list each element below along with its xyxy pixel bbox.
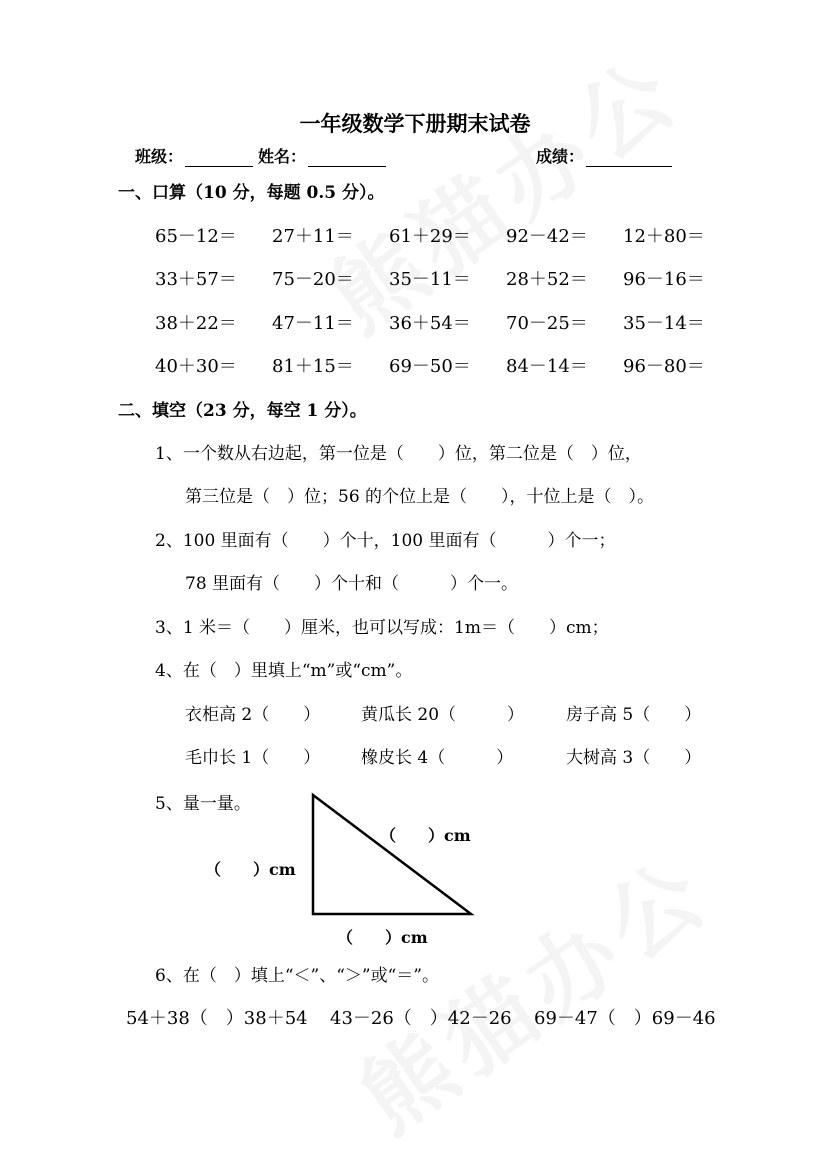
q4-item: 衣柜高 2（ ）	[185, 705, 321, 725]
calc-item: 84－14＝	[506, 356, 588, 377]
calc-item: 96－16＝	[623, 269, 705, 290]
calc-item: 69－50＝	[389, 356, 471, 377]
calc-item: 35－14＝	[623, 313, 705, 334]
hypotenuse-label: （ ）cm	[380, 826, 471, 845]
calc-item: 33＋57＝	[155, 269, 237, 290]
q4-item: 大树高 3（ ）	[566, 748, 702, 768]
bottom-side-label: （ ）cm	[337, 928, 428, 947]
score-label: 成绩：	[536, 147, 585, 166]
q4-item: 毛巾长 1（ ）	[185, 748, 321, 768]
compare-item: 69－47（ ）69－46	[534, 1008, 716, 1029]
calc-item: 47－11＝	[272, 313, 354, 334]
compare-item: 54＋38（ ）38＋54	[126, 1008, 308, 1029]
name-label: 姓名：	[258, 147, 307, 166]
q4-intro: 4、在（ ）里填上“m”或“cm”。	[155, 661, 413, 681]
q3: 3、1 米＝（ ）厘米，也可以写成：1m＝（ ）cm；	[155, 618, 609, 638]
calc-item: 36＋54＝	[389, 313, 471, 334]
q6-intro: 6、在（ ）填上“＜”、“＞”或“＝”。	[155, 966, 439, 986]
q1-line1: 1、一个数从右边起，第一位是（ ）位，第二位是（ ）位，	[155, 444, 642, 464]
section2-heading: 二、填空（23 分，每空 1 分）。	[118, 401, 367, 421]
calc-item: 35－11＝	[389, 269, 471, 290]
calc-item: 27＋11＝	[272, 226, 354, 247]
right-triangle	[313, 795, 471, 914]
calc-item: 65－12＝	[155, 226, 237, 247]
section1-heading: 一、口算（10 分，每题 0.5 分）。	[118, 183, 385, 203]
calc-item: 92－42＝	[506, 226, 588, 247]
vertical-side-label: （ ）cm	[205, 860, 296, 879]
q2-line2: 78 里面有（ ）个十和（ ）个一。	[185, 574, 519, 594]
q4-item: 房子高 5（ ）	[566, 705, 702, 725]
q5-intro: 5、量一量。	[155, 794, 251, 814]
class-label: 班级：	[135, 147, 184, 166]
calc-item: 28＋52＝	[506, 269, 588, 290]
compare-item: 43－26（ ）42－26	[330, 1008, 512, 1029]
calc-item: 75－20＝	[272, 269, 354, 290]
q4-item: 橡皮长 4（ ）	[361, 748, 514, 768]
q1-line2: 第三位是（ ）位；56 的个位上是（ ），十位上是（ ）。	[185, 487, 655, 507]
calc-item: 96－80＝	[623, 356, 705, 377]
calc-item: 61＋29＝	[389, 226, 471, 247]
calc-item: 81＋15＝	[272, 356, 354, 377]
calc-item: 70－25＝	[506, 313, 588, 334]
q4-item: 黄瓜长 20（ ）	[361, 705, 525, 725]
calc-item: 12＋80＝	[623, 226, 705, 247]
calc-item: 38＋22＝	[155, 313, 237, 334]
q2-line1: 2、100 里面有（ ）个十，100 里面有（ ）个一；	[155, 531, 616, 551]
page-title: 一年级数学下册期末试卷	[299, 111, 531, 136]
calc-item: 40＋30＝	[155, 356, 237, 377]
